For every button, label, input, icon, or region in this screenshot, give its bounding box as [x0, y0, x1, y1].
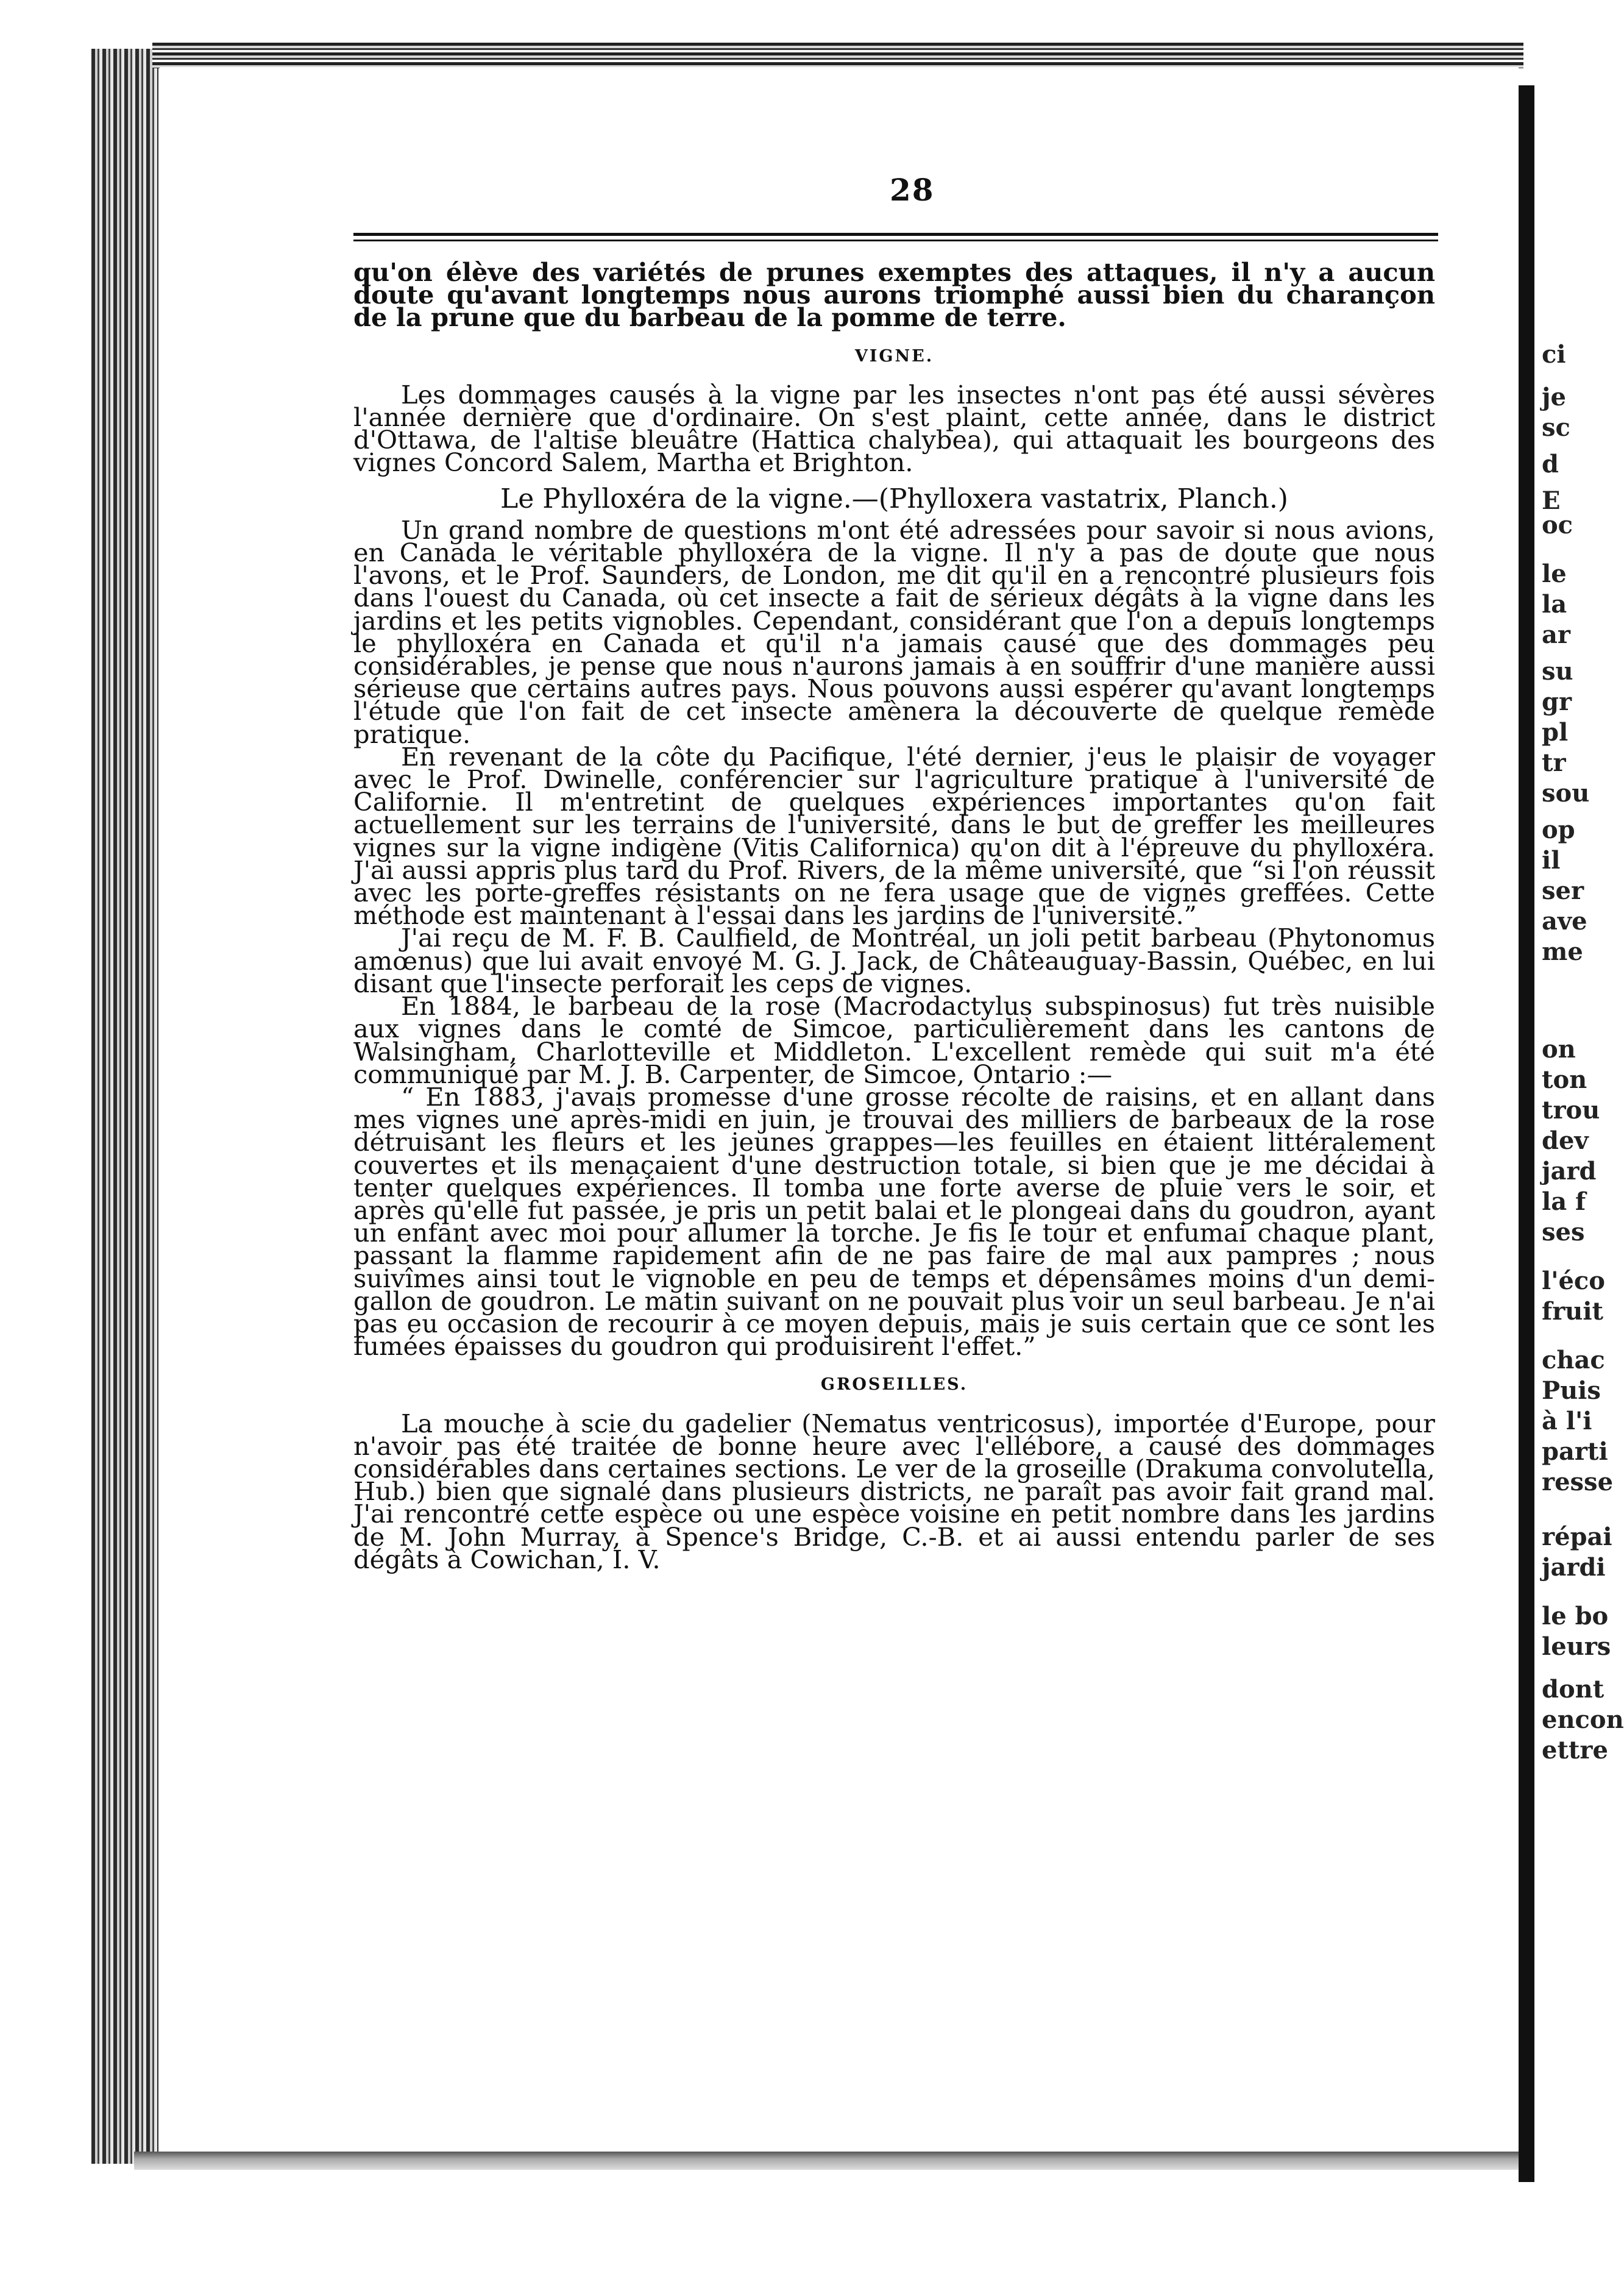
adjacent-fragment-text: tr: [1542, 748, 1566, 777]
subheading-phylloxera: Le Phylloxéra de la vigne.—(Phylloxera vastatrix, Planch.): [500, 483, 1288, 514]
adjacent-fragment-text: E: [1542, 486, 1561, 515]
adjacent-fragment-text: encon: [1542, 1705, 1624, 1734]
book-page-edges-top: [152, 43, 1523, 68]
book-page-edges-bottom: [134, 2152, 1530, 2170]
intro-paragraph: qu'on élève des variétés de prunes exemptes des attaques, il n'y a aucun doute qu'avant longtemps nous aurons triomphé aussi bien du charançon de la prune que du barbeau de la pomme de terre.: [353, 257, 1435, 333]
book-page-edges-left: [91, 49, 158, 2164]
adjacent-fragment-text: ci: [1542, 340, 1566, 369]
header-double-rule: [353, 233, 1438, 241]
adjacent-fragment-text: il: [1542, 846, 1561, 875]
adjacent-fragment-text: pl: [1542, 718, 1569, 747]
vigne-paragraph-2: En revenant de la côte du Pacifique, l'été dernier, j'eus le plaisir de voyager avec le Prof. Dwinelle, conférencier sur l'agriculture pratique à l'université de Californie. Il m'entretint de quelques expériences importantes qu'on fait actuellement sur les terrains de l'université, dans le but de greffer les meilleures vignes sur la vigne indigène (Vitis Californica) qu'on dit à l'épreuve du phylloxéra. J'ai aussi appris plus tard du Prof. Rivers, de la même université, que “si l'on réussit avec les porte-greffes résistants on ne fera usage que de vignes greffées. Cette méthode est maintenant à l'essai dans les jardins de l'université.”: [353, 741, 1435, 931]
adjacent-fragment-text: fruit: [1542, 1297, 1604, 1326]
adjacent-fragment-text: resse: [1542, 1468, 1614, 1496]
adjacent-fragment-text: ser: [1542, 876, 1584, 905]
adjacent-fragment-text: ton: [1542, 1065, 1587, 1094]
vigne-paragraph-5: “ En 1883, j'avais promesse d'une grosse récolte de raisins, et en allant dans mes vignes une après-midi en juin, je trouvai des milliers de barbeaux de la rose détruisant les fleurs et les jeunes grappes—les feuilles en étaient littéralement couvertes et ils menaçaient d'une destruction totale, si bien que je me décidai à tenter quelques expériences. Il tomba une forte averse de pluie vers le soir, et après qu'elle fut passée, je pris un petit balai et le plongeai dans du goudron, ayant un enfant avec moi pour allumer la torche. Je fis le tour et enfumai chaque plant, passant la flamme rapidement afin de ne pas faire de mal aux pampres ; nous suivîmes ainsi tout le vignoble en peu de temps et dépensâmes moins d'un demi-gallon de goudron. Le matin suivant on ne pouvait plus voir un seul barbeau. Je n'ai pas eu occasion de recourir à ce moyen depuis, mais je suis certain que ce sont les fumées épaisses du goudron qui produisirent l'effet.”: [353, 1081, 1435, 1362]
section-heading-vigne: VIGNE.: [854, 346, 934, 366]
adjacent-fragment-text: Puis: [1542, 1376, 1601, 1405]
adjacent-fragment-text: oc: [1542, 511, 1573, 539]
page-number: 28: [890, 172, 935, 208]
adjacent-fragment-text: sou: [1542, 779, 1590, 808]
adjacent-fragment-text: op: [1542, 816, 1575, 844]
adjacent-fragment-text: à l'i: [1542, 1407, 1592, 1435]
adjacent-fragment-text: leurs: [1542, 1632, 1611, 1661]
adjacent-fragment-text: le: [1542, 560, 1567, 588]
groseilles-paragraph: La mouche à scie du gadelier (Nematus ventricosus), importée d'Europe, pour n'avoir pas été traitée de bonne heure avec l'ellébore, a causé des dommages considérables dans certaines sections. Le ver de la groseille (Drakuma convolutella, Hub.) bien que signalé dans plusieurs districts, ne paraît pas avoir fait grand mal. J'ai rencontré cette espèce ou une espèce voisine en petit nombre dans les jardins de M. John Murray, à Spence's Bridge, C.-B. et ai aussi entendu parler de ses dégâts à Cowichan, I. V.: [353, 1408, 1435, 1574]
adjacent-fragment-text: parti: [1542, 1437, 1608, 1466]
adjacent-fragment-text: trou: [1542, 1096, 1600, 1125]
adjacent-fragment-text: su: [1542, 657, 1573, 686]
adjacent-fragment-text: me: [1542, 937, 1583, 966]
adjacent-fragment-text: jard: [1542, 1157, 1597, 1185]
adjacent-fragment-text: la f: [1542, 1187, 1586, 1216]
adjacent-fragment-text: gr: [1542, 688, 1572, 716]
adjacent-fragment-text: ses: [1542, 1218, 1585, 1246]
adjacent-fragment-text: la: [1542, 590, 1567, 619]
adjacent-fragment-text: sc: [1542, 413, 1570, 442]
adjacent-fragment-text: le bo: [1542, 1602, 1609, 1630]
vigne-paragraph-1: Un grand nombre de questions m'ont été adressées pour savoir si nous avions, en Canada le véritable phylloxéra de la vigne. Il n'y a pas de doute que nous l'avons, et le Prof. Saunders, de London, me dit qu'il en a rencontré plusieurs fois dans l'ouest du Canada, où cet insecte a fait de sérieux dégâts à la vigne dans les jardins et les petits vignobles. Cependant, considérant que l'on a depuis longtemps le phylloxéra en Canada et qu'il n'a jamais causé que des dommages peu considérables, je pense que nous n'aurons jamais à en souffrir d'une manière aussi sérieuse que certains autres pays. Nous pouvons aussi espérer qu'avant longtemps l'étude que l'on fait de cet insecte amènera la découverte de quelque remède pratique.: [353, 514, 1435, 749]
adjacent-fragment-text: dont: [1542, 1675, 1604, 1704]
adjacent-fragment-text: d: [1542, 450, 1559, 478]
vigne-paragraph-3: J'ai reçu de M. F. B. Caulfield, de Montréal, un joli petit barbeau (Phytonomus amœnus) que lui avait envoyé M. G. J. Jack, de Châteauguay-Bassin, Québec, en lui disant que l'insecte perforait les ceps de vignes.: [353, 923, 1435, 998]
page-gutter: [1519, 85, 1534, 2182]
body-text: [353, 257, 1435, 1574]
adjacent-fragment-text: ave: [1542, 907, 1587, 936]
vigne-paragraph-4: En 1884, le barbeau de la rose (Macrodactylus subspinosus) fut très nuisible aux vignes dans le comté de Simcoe, particulièrement dans les cantons de Walsingham, Charlotteville et Middleton. L'excellent remède qui suit m'a été communiqué par M. J. B. Carpenter, de Simcoe, Ontario :—: [353, 991, 1435, 1089]
adjacent-fragment-text: je: [1542, 383, 1566, 411]
adjacent-page-fragment: [1542, 85, 1624, 2182]
adjacent-fragment-text: chac: [1542, 1346, 1605, 1374]
adjacent-fragment-text: dev: [1542, 1126, 1589, 1155]
adjacent-fragment-text: répai: [1542, 1523, 1612, 1551]
adjacent-fragment-text: on: [1542, 1035, 1576, 1064]
adjacent-fragment-text: jardi: [1542, 1553, 1606, 1582]
adjacent-fragment-text: ar: [1542, 620, 1570, 649]
vigne-paragraph: Les dommages causés à la vigne par les insectes n'ont pas été aussi sévères l'année dernière que d'ordinaire. On s'est plaint, cette année, dans le district d'Ottawa, de l'altise bleuâtre (Hattica chalybea), qui attaquait les bourgeons des vignes Concord Salem, Martha et Brighton.: [353, 379, 1435, 478]
adjacent-fragment-text: ettre: [1542, 1736, 1608, 1765]
adjacent-fragment-text: l'éco: [1542, 1267, 1605, 1295]
section-heading-groseilles: GROSEILLES.: [820, 1375, 968, 1395]
